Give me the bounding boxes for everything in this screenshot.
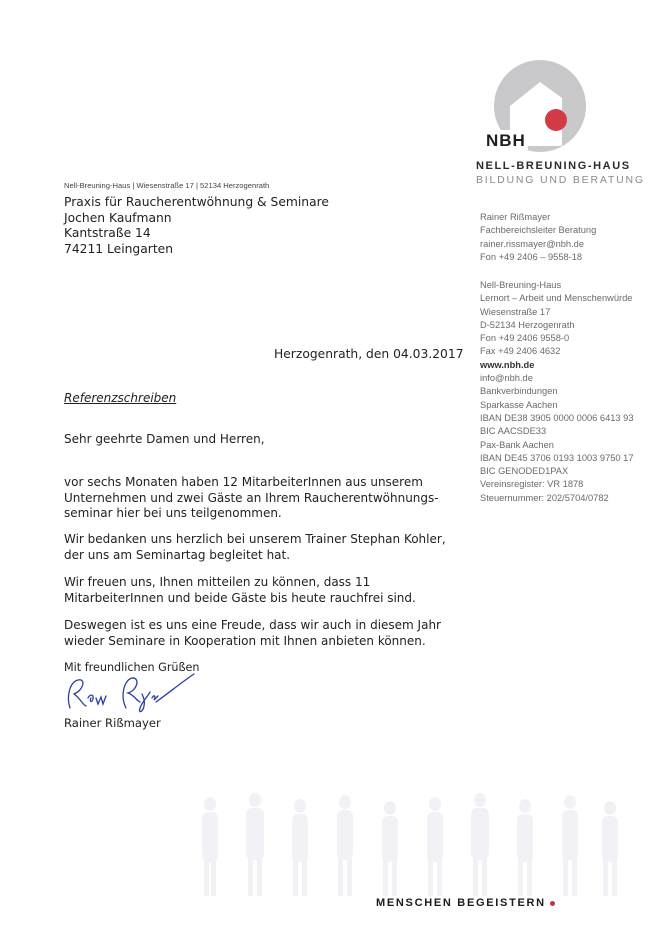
contact-person-block (480, 211, 596, 264)
contact-name: Rainer Rißmayer (480, 212, 551, 222)
recipient-address (64, 195, 329, 257)
bank1-iban: IBAN DE38 3905 0000 0006 6413 93 (480, 412, 634, 423)
brand-name: NELL-BREUNING-HAUS (476, 160, 631, 172)
org-city: D-52134 Herzogenrath (480, 319, 575, 330)
paragraph-line: vor sechs Monaten haben 12 MitarbeiterInnen aus unserem (64, 475, 423, 489)
subject-line: Referenzschreiben (64, 391, 177, 405)
org-fax: Fax +49 2406 4632 (480, 346, 561, 357)
contact-email: rainer.rissmayer@nbh.de (480, 238, 584, 249)
paragraph (64, 475, 464, 522)
sender-return-address: Nell-Breuning-Haus | Wiesenstraße 17 | 52134 Herzogenrath (64, 181, 270, 190)
bank1-name: Sparkasse Aachen (480, 399, 558, 410)
org-street: Wiesenstraße 17 (480, 306, 551, 317)
handwritten-signature-icon (60, 668, 200, 718)
paragraph-line: Wir freuen uns, Ihnen mitteilen zu können, dass 11 (64, 575, 371, 589)
signer-name: Rainer Rißmayer (64, 716, 161, 730)
footer-slogan (376, 897, 555, 909)
paragraph-line: MitarbeiterInnen und beide Gäste bis heute rauchfrei sind. (64, 590, 416, 605)
bank1-bic: BIC AACSDE33 (480, 426, 547, 437)
bank2-iban: IBAN DE45 3706 0193 1003 9750 17 (480, 452, 634, 463)
org-tax-number: Steuernummer: 202/5704/0782 (480, 492, 609, 503)
date-line: Herzogenrath, den 04.03.2017 (274, 347, 464, 361)
paragraph (64, 618, 464, 649)
paragraph-line: Wir bedanken uns herzlich bei unserem Trainer Stephan Kohler, (64, 532, 446, 546)
salutation: Sehr geehrte Damen und Herren, (64, 432, 265, 446)
recipient-line: Kantstraße 14 (64, 226, 151, 240)
red-dot-icon (550, 901, 555, 906)
organization-info-block (480, 279, 634, 505)
closing: Mit freundlichen Grüßen (64, 661, 200, 674)
logo-text: NBH (486, 131, 526, 150)
recipient-line: 74211 Leingarten (64, 241, 174, 256)
bank-heading: Bankverbindungen (480, 386, 558, 397)
paragraph-line: seminar hier bei uns teilgenommen. (64, 506, 282, 520)
org-email: info@nbh.de (480, 373, 533, 384)
org-phone: Fon +49 2406 9558-0 (480, 333, 570, 344)
paragraph (64, 532, 464, 563)
brand-tagline: BILDUNG UND BERATUNG (476, 174, 645, 186)
paragraph-line: der uns am Seminartag begleitet hat. (64, 547, 291, 562)
bank2-bic: BIC GENODED1PAX (480, 466, 569, 477)
people-silhouettes-icon (180, 790, 620, 900)
recipient-line: Jochen Kaufmann (64, 210, 172, 225)
org-subtitle: Lernort – Arbeit und Menschenwürde (480, 293, 633, 304)
paragraph-line: Deswegen ist es uns eine Freude, dass wir auch in diesem Jahr (64, 618, 441, 632)
org-name: Nell-Breuning-Haus (480, 280, 562, 290)
slogan-text: MENSCHEN BEGEISTERN (376, 897, 546, 909)
paragraph (64, 575, 464, 606)
org-register: Vereinsregister: VR 1878 (480, 479, 584, 490)
bank2-name: Pax-Bank Aachen (480, 439, 554, 450)
nbh-logo-icon (484, 58, 588, 162)
paragraph-line: Unternehmen und zwei Gäste an Ihrem Raucherentwöhnungs- (64, 490, 439, 505)
paragraph-line: wieder Seminare in Kooperation mit Ihnen anbieten können. (64, 633, 426, 648)
org-website: www.nbh.de (480, 359, 535, 370)
contact-phone: Fon +49 2406 – 9558-18 (480, 251, 583, 262)
contact-title: Fachbereichsleiter Beratung (480, 225, 597, 236)
recipient-line: Praxis für Raucherentwöhnung & Seminare (64, 195, 329, 209)
